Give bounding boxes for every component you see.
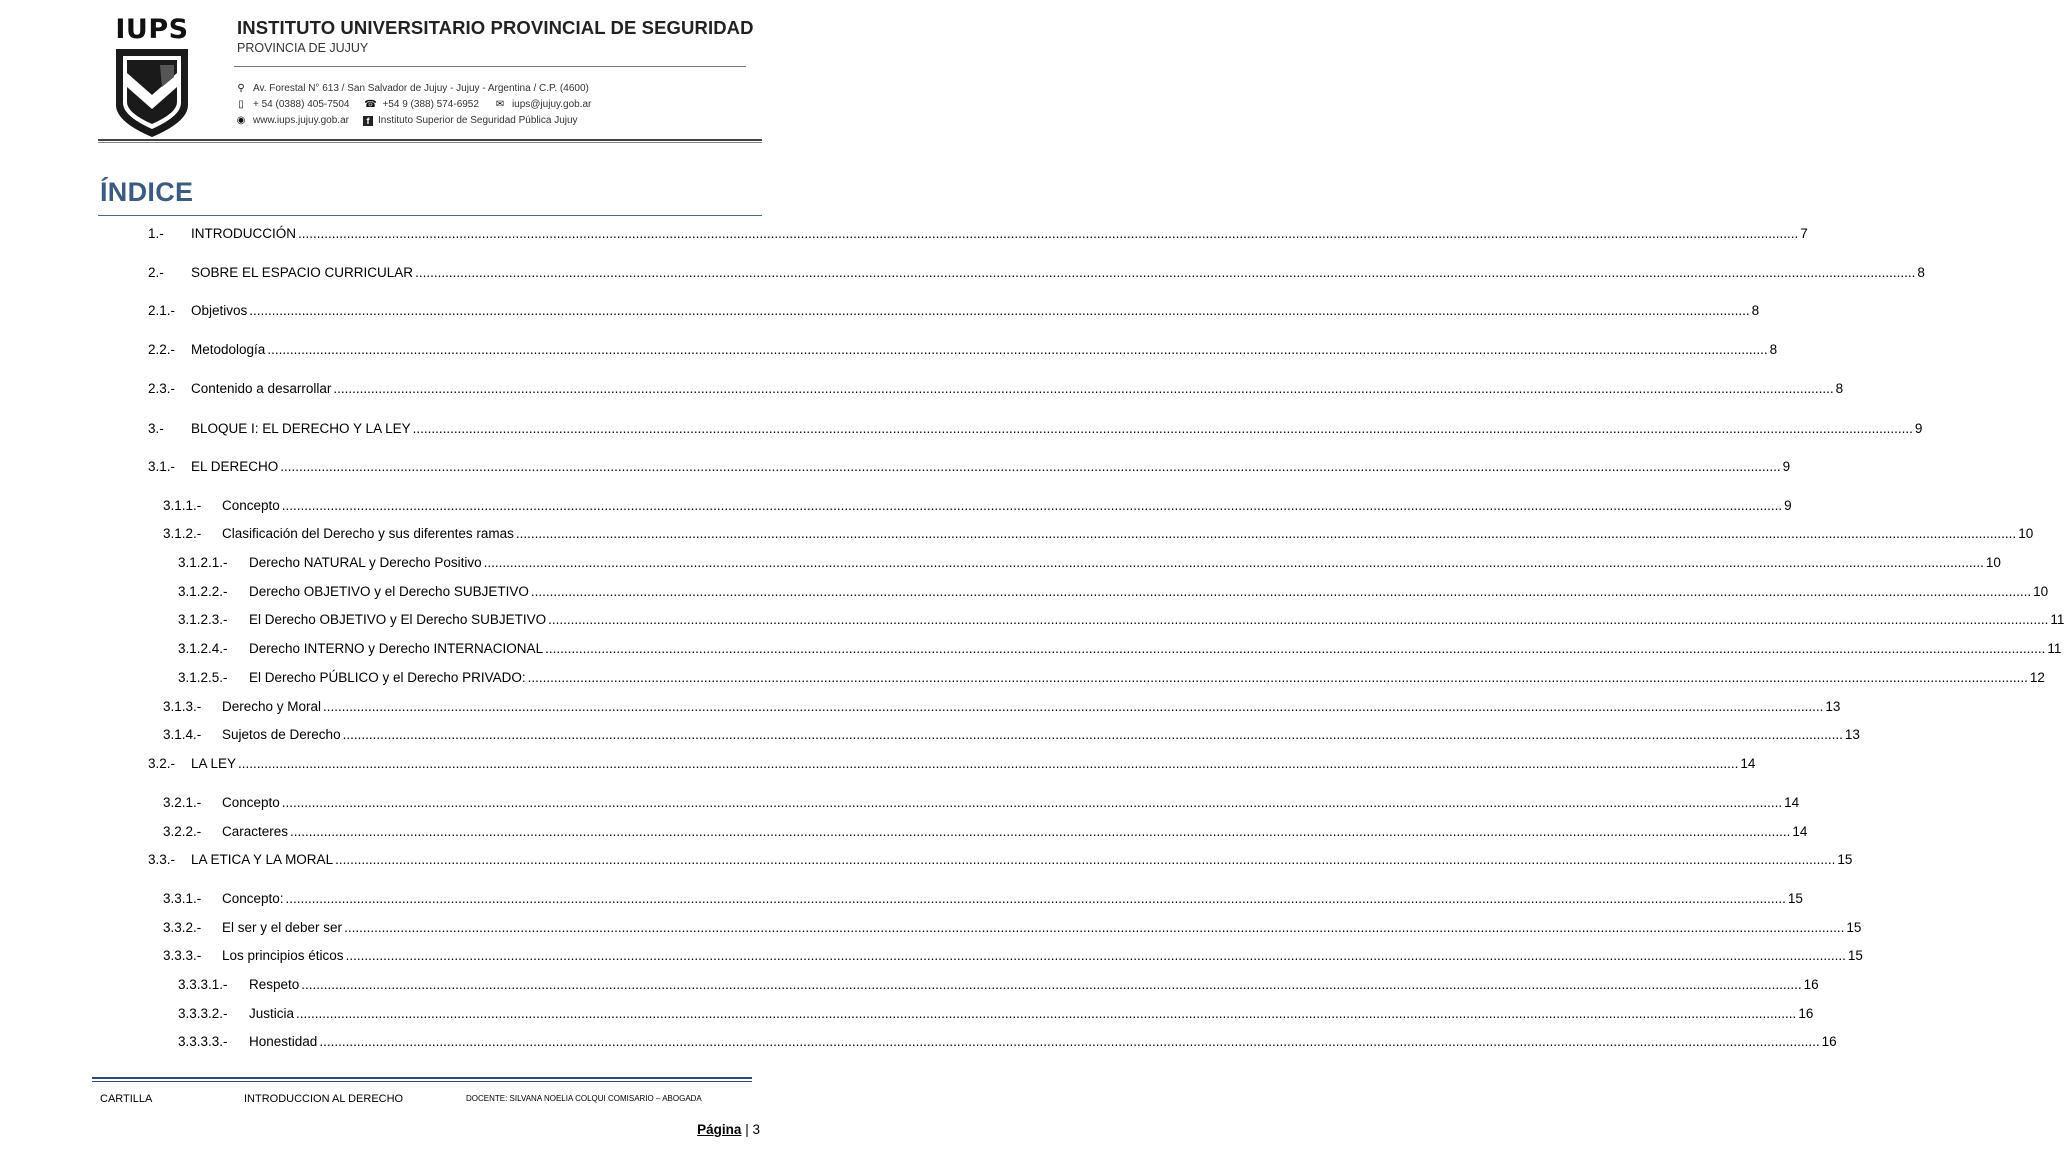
toc-entry[interactable] [178, 1006, 1814, 1021]
toc-entry-number: 3.1.- [148, 459, 176, 474]
toc-leader-dots: ................................................................................................................................................................................................................................................................................................................................................................................................................ [267, 342, 1768, 357]
toc-entry-number: 2.- [148, 265, 164, 280]
institution-name: INSTITUTO UNIVERSITARIO PROVINCIAL DE SEGURIDAD [237, 17, 754, 38]
toc-entry[interactable] [163, 498, 1792, 513]
toc-entry-label: Derecho y Moral [222, 699, 322, 714]
toc-entry-page: 15 [1837, 852, 1853, 867]
toc-entry-number: 2.1.- [148, 303, 176, 318]
page-separator: | [745, 1122, 749, 1137]
email-text: iups@jujuy.gob.ar [511, 99, 592, 110]
toc-entry-number: 3.2.2.- [163, 824, 202, 839]
toc-entry-page: 15 [1847, 948, 1863, 963]
toc-entry-page: 14 [1792, 824, 1808, 839]
toc-entry[interactable] [178, 584, 2049, 599]
whatsapp-text: +54 9 (388) 574-6952 [382, 99, 479, 110]
toc-entry-label: Los principios éticos [222, 948, 344, 963]
toc-entry-label: INTRODUCCIÓN [191, 226, 296, 241]
toc-entry-label: El Derecho PÚBLICO y el Derecho PRIVADO: [249, 670, 526, 685]
toc-entry[interactable] [148, 342, 1778, 357]
toc-entry-page: 8 [1835, 381, 1844, 396]
toc-entry-page: 9 [1782, 459, 1791, 474]
toc-entry-number: 3.3.1.- [163, 891, 202, 906]
toc-entry-page: 10 [2033, 584, 2049, 599]
toc-entry-page: 10 [2018, 526, 2034, 541]
toc-leader-dots: ................................................................................................................................................................................................................................................................................................................................................................................................................ [530, 584, 2032, 599]
toc-leader-dots: ................................................................................................................................................................................................................................................................................................................................................................................................................ [415, 265, 1916, 280]
globe-icon: ◉ [236, 115, 246, 126]
toc-entry-number: 3.3.3.- [163, 948, 202, 963]
toc-entry-label: Concepto [222, 498, 280, 513]
toc-entry-label: Concepto: [222, 891, 284, 906]
toc-entry-label: BLOQUE I: EL DERECHO Y LA LEY [191, 421, 411, 436]
toc-entry-number: 3.3.3.1.- [178, 977, 228, 992]
toc-entry[interactable] [148, 265, 1925, 280]
toc-entry[interactable] [163, 526, 2034, 541]
toc-entry-label: Honestidad [249, 1034, 318, 1049]
toc-entry-number: 3.- [148, 421, 164, 436]
toc-entry-page: 14 [1740, 756, 1756, 771]
toc-entry-page: 7 [1800, 226, 1808, 241]
phone-line [234, 99, 591, 110]
footer-double-rule [92, 1077, 752, 1082]
toc-leader-dots: ................................................................................................................................................................................................................................................................................................................................................................................................................ [333, 381, 1834, 396]
toc-leader-dots: ................................................................................................................................................................................................................................................................................................................................................................................................................ [290, 824, 1791, 839]
website-text: www.iups.jujuy.gob.ar [253, 115, 349, 126]
toc-entry-number: 3.1.2.5.- [178, 670, 228, 685]
institute-logo [110, 14, 194, 139]
page-word: Página [697, 1122, 742, 1137]
toc-entry-number: 3.2.1.- [163, 795, 202, 810]
toc-entry-label: Caracteres [222, 824, 289, 839]
phone-text: + 54 (0388) 405-7504 [253, 99, 350, 110]
toc-entry[interactable] [178, 641, 2062, 656]
toc-leader-dots: ................................................................................................................................................................................................................................................................................................................................................................................................................ [249, 303, 1750, 318]
toc-entry[interactable] [178, 1034, 1837, 1049]
toc-entry[interactable] [148, 226, 1808, 241]
toc-leader-dots: ................................................................................................................................................................................................................................................................................................................................................................................................................ [344, 920, 1845, 935]
location-pin-icon: ⚲ [237, 83, 245, 94]
toc-entry-label: Concepto [222, 795, 280, 810]
toc-entry-number: 3.1.2.- [163, 526, 202, 541]
whatsapp-icon: ☎ [364, 99, 377, 110]
toc-entry-label: EL DERECHO [191, 459, 279, 474]
toc-entry-page: 9 [1784, 498, 1792, 513]
toc-entry-number: 3.1.2.3.- [178, 612, 228, 627]
toc-entry-label: El ser y el deber ser [222, 920, 343, 935]
toc-entry[interactable] [178, 670, 2045, 685]
toc-entry-page: 11 [2050, 612, 2064, 627]
toc-entry-page: 15 [1846, 920, 1862, 935]
toc-entry-page: 15 [1787, 891, 1803, 906]
toc-entry-label: Derecho OBJETIVO y el Derecho SUBJETIVO [249, 584, 529, 599]
address-line [234, 83, 589, 94]
logo-text: IUPS [115, 14, 189, 45]
toc-entry[interactable] [148, 852, 1853, 867]
toc-leader-dots: ................................................................................................................................................................................................................................................................................................................................................................................................................ [335, 852, 1836, 867]
toc-entry-label: Clasificación del Derecho y sus diferentes ramas [222, 526, 514, 541]
title-underline [98, 215, 762, 216]
toc-entry-page: 14 [1784, 795, 1800, 810]
index-title: ÍNDICE [100, 177, 194, 207]
toc-entry-number: 3.1.2.2.- [178, 584, 228, 599]
toc-entry-number: 3.1.3.- [163, 699, 202, 714]
footer-left: CARTILLA [100, 1093, 153, 1105]
toc-entry-number: 2.2.- [148, 342, 176, 357]
toc-entry-page: 12 [2029, 670, 2045, 685]
toc-leader-dots: ................................................................................................................................................................................................................................................................................................................................................................................................................ [483, 555, 1984, 570]
toc-entry-page: 8 [1917, 265, 1925, 280]
toc-entry-label: SOBRE EL ESPACIO CURRICULAR [191, 265, 414, 280]
toc-entry-label: Objetivos [191, 303, 248, 318]
toc-entry-number: 3.1.2.1.- [178, 555, 228, 570]
toc-entry-number: 3.3.3.2.- [178, 1006, 228, 1021]
toc-leader-dots: ................................................................................................................................................................................................................................................................................................................................................................................................................ [281, 795, 1783, 810]
toc-entry[interactable] [148, 756, 1756, 771]
toc-entry-page: 8 [1751, 303, 1760, 318]
toc-entry[interactable] [163, 948, 1863, 963]
toc-entry-number: 1.- [148, 226, 164, 241]
toc-entry-label: LA LEY [191, 756, 237, 771]
toc-entry-page: 11 [2047, 641, 2062, 656]
toc-entry-page: 16 [1803, 977, 1819, 992]
province-name: PROVINCIA DE JUJUY [237, 41, 369, 55]
toc-entry[interactable] [178, 555, 2001, 570]
toc-leader-dots: ................................................................................................................................................................................................................................................................................................................................................................................................................ [342, 727, 1843, 742]
toc-leader-dots: ................................................................................................................................................................................................................................................................................................................................................................................................................ [412, 421, 1913, 436]
toc-entry-page: 13 [1825, 699, 1841, 714]
toc-entry[interactable] [163, 891, 1803, 906]
toc-leader-dots: ................................................................................................................................................................................................................................................................................................................................................................................................................ [545, 641, 2046, 656]
toc-entry-label: Sujetos de Derecho [222, 727, 341, 742]
toc-entry-label: Metodología [191, 342, 266, 357]
toc-entry-number: 3.3.2.- [163, 920, 202, 935]
toc-entry[interactable] [148, 381, 1844, 396]
toc-leader-dots: ................................................................................................................................................................................................................................................................................................................................................................................................................ [280, 459, 1781, 474]
toc-entry[interactable] [163, 824, 1808, 839]
toc-entry[interactable] [148, 303, 1760, 318]
toc-entry[interactable] [148, 421, 1923, 436]
toc-entry-page: 9 [1914, 421, 1923, 436]
address-text: Av. Forestal N° 613 / San Salvador de Jujuy - Jujuy - Argentina / C.P. (4600) [253, 83, 589, 94]
toc-leader-dots: ................................................................................................................................................................................................................................................................................................................................................................................................................ [301, 977, 1802, 992]
toc-entry[interactable] [163, 699, 1841, 714]
toc-leader-dots: ................................................................................................................................................................................................................................................................................................................................................................................................................ [298, 226, 1799, 241]
header-double-rule [98, 139, 762, 143]
toc-entry-page: 10 [1985, 555, 2001, 570]
toc-entry[interactable] [163, 795, 1800, 810]
shield-logo-icon [114, 47, 190, 139]
phone-icon: ▯ [238, 99, 244, 110]
web-line [234, 115, 578, 126]
toc-entry-number: 3.1.1.- [163, 498, 202, 513]
toc-leader-dots: ................................................................................................................................................................................................................................................................................................................................................................................................................ [296, 1006, 1797, 1021]
toc-leader-dots: ................................................................................................................................................................................................................................................................................................................................................................................................................ [319, 1034, 1820, 1049]
facebook-icon: f [363, 116, 373, 126]
toc-entry[interactable] [163, 920, 1862, 935]
page-number [697, 1122, 760, 1137]
toc-entry[interactable] [148, 459, 1791, 474]
toc-entry-number: 3.1.2.4.- [178, 641, 228, 656]
toc-entry-label: El Derecho OBJETIVO y El Derecho SUBJETIVO [249, 612, 547, 627]
toc-entry-page: 13 [1844, 727, 1860, 742]
toc-entry-page: 16 [1821, 1034, 1837, 1049]
page-number-value: 3 [752, 1122, 760, 1137]
toc-entry-label: LA ETICA Y LA MORAL [191, 852, 334, 867]
toc-entry-page: 16 [1798, 1006, 1814, 1021]
toc-leader-dots: ................................................................................................................................................................................................................................................................................................................................................................................................................ [285, 891, 1786, 906]
toc-leader-dots: ................................................................................................................................................................................................................................................................................................................................................................................................................ [323, 699, 1824, 714]
toc-entry-label: Contenido a desarrollar [191, 381, 332, 396]
header-divider [234, 66, 746, 67]
toc-entry-label: Respeto [249, 977, 300, 992]
envelope-icon: ✉ [495, 99, 505, 110]
toc-entry[interactable] [178, 612, 2064, 627]
toc-entry-label: Derecho INTERNO y Derecho INTERNACIONAL [249, 641, 544, 656]
toc-entry-number: 3.1.4.- [163, 727, 202, 742]
toc-leader-dots: ................................................................................................................................................................................................................................................................................................................................................................................................................ [281, 498, 1783, 513]
footer-subject: INTRODUCCION AL DERECHO [244, 1093, 404, 1105]
facebook-text: Instituto Superior de Seguridad Pública Jujuy [377, 115, 578, 126]
toc-entry-number: 3.3.3.3.- [178, 1034, 228, 1049]
toc-entry[interactable] [178, 977, 1819, 992]
toc-leader-dots: ................................................................................................................................................................................................................................................................................................................................................................................................................ [548, 612, 2049, 627]
toc-entry-number: 2.3.- [148, 381, 176, 396]
toc-entry-number: 3.3.- [148, 852, 176, 867]
toc-entry-page: 8 [1769, 342, 1778, 357]
toc-entry-label: Derecho NATURAL y Derecho Positivo [249, 555, 482, 570]
toc-leader-dots: ................................................................................................................................................................................................................................................................................................................................................................................................................ [345, 948, 1846, 963]
toc-leader-dots: ................................................................................................................................................................................................................................................................................................................................................................................................................ [527, 670, 2028, 685]
footer-teacher: DOCENTE: SILVANA NOELIA COLQUI COMISARIO – ABOGADA [466, 1094, 702, 1103]
toc-entry-number: 3.2.- [148, 756, 176, 771]
toc-leader-dots: ................................................................................................................................................................................................................................................................................................................................................................................................................ [238, 756, 1739, 771]
toc-entry-label: Justicia [249, 1006, 295, 1021]
toc-entry[interactable] [163, 727, 1860, 742]
toc-leader-dots: ................................................................................................................................................................................................................................................................................................................................................................................................................ [515, 526, 2017, 541]
